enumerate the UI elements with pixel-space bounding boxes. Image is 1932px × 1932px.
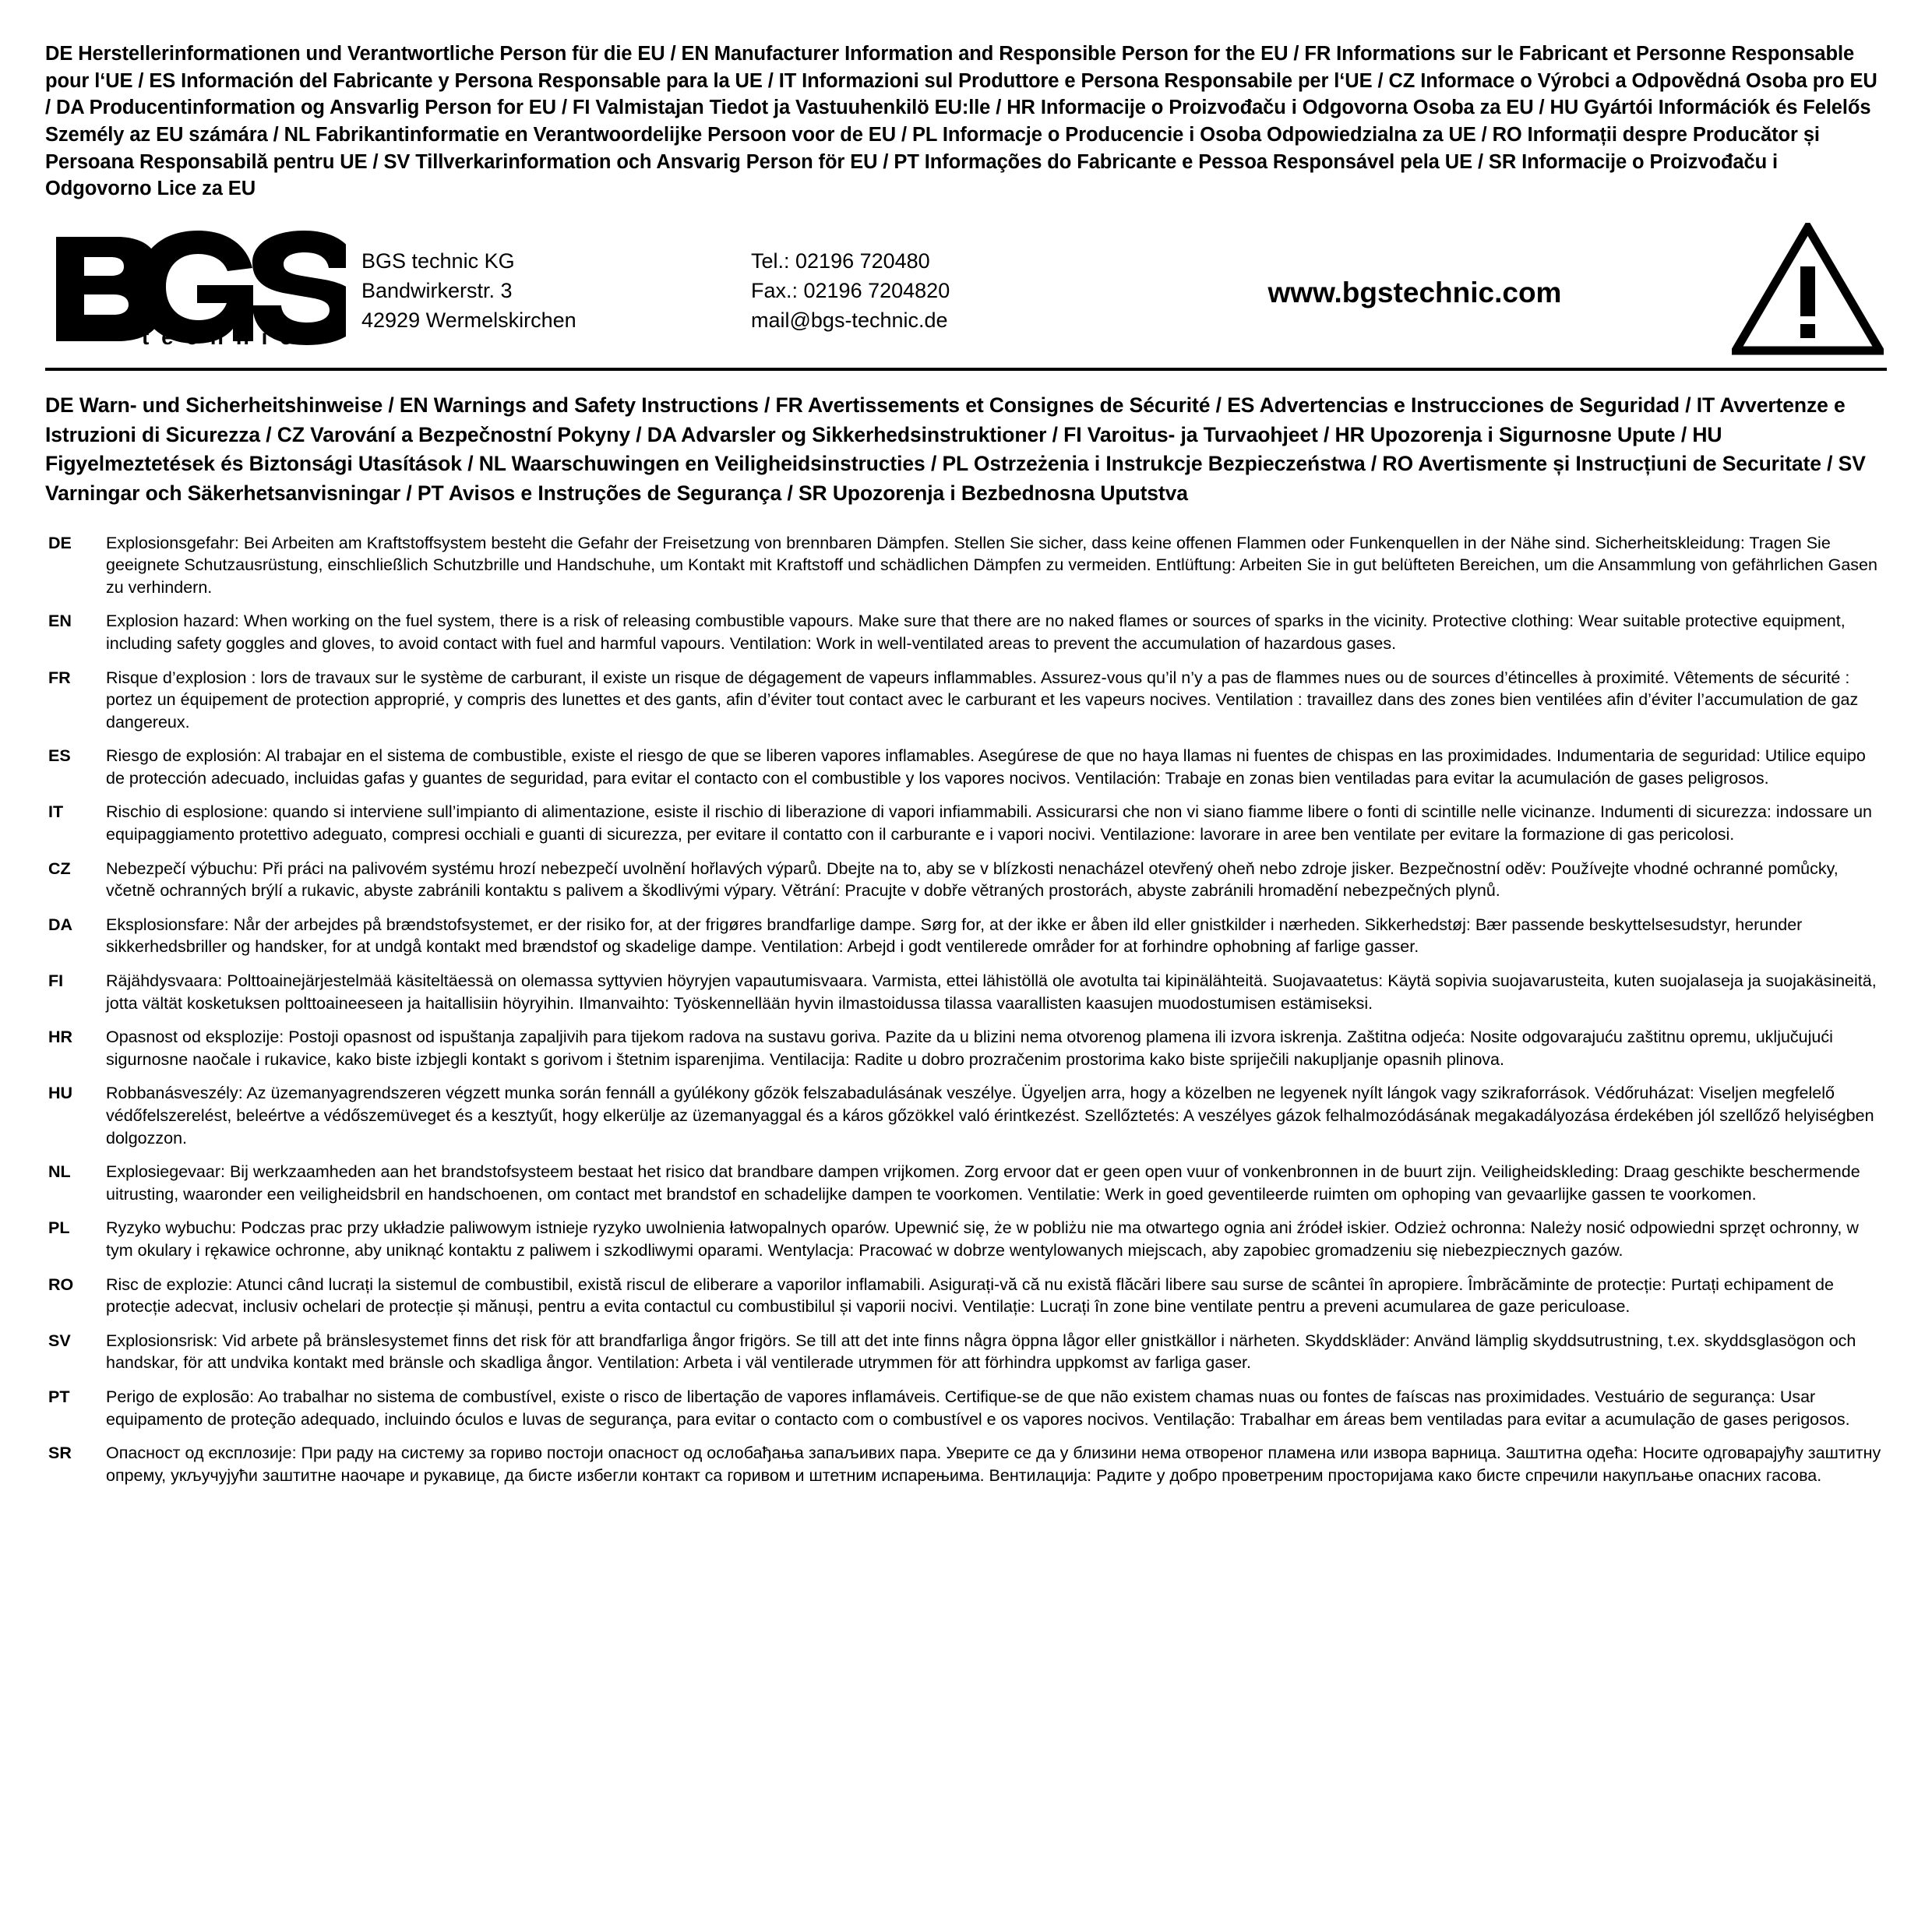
- instruction-text: Risque d’explosion : lors de travaux sur le système de carburant, il existe un risque de dégagement de vapeurs inflammables. Assurez-vous qu’il n’y a pas de flammes nues ou de sources d’étincelles à proximité. Vêtements de sécurité : portez un équipement de protection approprié, y compris des lunettes et des gants, afin d’éviter tout contact avec le carburant et les vapeurs nocives. Ventilation : travaillez dans des zones bien ventilées afin d’éviter l’accumulation de gaz dangereux.: [106, 668, 1859, 732]
- company-name: BGS technic KG: [361, 249, 515, 273]
- language-code: SR: [48, 1444, 72, 1463]
- list-item: [45, 858, 1887, 902]
- instructions-list: [45, 532, 1887, 1487]
- logo-subtext: t e c h n i c: [142, 325, 295, 348]
- language-code: FI: [48, 971, 64, 991]
- language-code: EN: [48, 612, 72, 631]
- instruction-text: Perigo de explosão: Ao trabalhar no sistema de combustível, existe o risco de libertação de vapores inflamáveis. Certifique-se de que não existem chamas nuas ou fontes de faíscas nas proximidades. Vestuário de segurança: Usar equipamento de proteção adequado, incluindo óculos e luvas de segurança, para evitar o contacto com o combustível e os vapores nocivos. Ventilação: Trabalhar em áreas bem ventiladas para evitar a acumulação de gases perigosos.: [106, 1387, 1850, 1429]
- instruction-text: Räjähdysvaara: Polttoainejärjestelmää käsiteltäessä on olemassa syttyvien höyryjen vapautumisvaara. Varmista, ettei lähistöllä ole avotulta tai kipinälähteitä. Suojavaatetus: Käytä sopivia suojavarusteita, kuten suojalaseja ja suojakäsineitä, jotta vältät kosketuksen polttoaineeseen ja haitallisiin höyryihin. Ilmanvaihto: Työskennellään hyvin ilmastoidussa tilassa vaarallisten kaasujen muodostumisen estämiseksi.: [106, 971, 1877, 1013]
- language-code: IT: [48, 802, 64, 822]
- instruction-text: Risc de explozie: Atunci când lucrați la sistemul de combustibil, există riscul de eliberare a vaporilor inflamabili. Asigurați-vă că nu există flăcări libere sau surse de scântei în apropiere. Îmbrăcăminte de protecție: Purtați echipament de protecție adecvat, inclusiv ochelari de protecție și mănuși, pentru a evita contactul cu combustibilul și vaporii nocivi. Ventilație: Lucrați în zone bine ventilate pentru a preveni acumularea de gaze periculoase.: [106, 1274, 1834, 1317]
- language-code: PL: [48, 1218, 70, 1238]
- list-item: [45, 1026, 1887, 1070]
- language-code: ES: [48, 746, 71, 766]
- language-code: PT: [48, 1387, 70, 1406]
- instruction-text: Robbanásveszély: Az üzemanyagrendszeren végzett munka során fennáll a gyúlékony gőzök felszabadulásának veszélye. Ügyeljen arra, hogy a közelben ne legyenek nyílt lángok vagy szikraforrások. Védőruházat: Viseljen megfelelő védőfelszerelést, beleértve a védőszemüveget és a kesztyűt, hogy elkerülje az üzemanyaggal és a káros gőzökkel való érintkezést. Szellőztetés: A veszélyes gázok felhalmozódásának megakadályozása érdekében jól szellőző helyiségben dolgozzon.: [106, 1084, 1874, 1148]
- bgs-logo: [45, 231, 361, 347]
- company-email[interactable]: mail@bgs-technic.de: [751, 308, 948, 333]
- list-item: [45, 914, 1887, 958]
- instruction-text: Explosionsrisk: Vid arbete på bränslesystemet finns det risk för att brandfarliga ångor frigörs. Se till att det inte finns några öppna lågor eller gnistkällor i närheten. Skyddskläder: Använd lämplig skyddsutrustning, t.ex. skyddsglasögon och handskar, för att undvika kontakt med bränsle och skadliga ångor. Ventilation: Arbeta i väl ventilerade utrymmen för att förhindra uppkomst av farliga gaser.: [106, 1331, 1856, 1373]
- list-item: [45, 532, 1887, 599]
- instruction-text: Explosiegevaar: Bij werkzaamheden aan het brandstofsysteem bestaat het risico dat brandbare dampen vrijkomen. Zorg ervoor dat er geen open vuur of vonkenbronnen in de buurt zijn. Veiligheidskleding: Draag geschikte beschermende uitrusting, waaronder een veiligheidsbril en handschoenen, om contact met brandstof en schadelijke dampen te voorkomen. Ventilatie: Werk in goed geventileerde ruimten om ophoping van gevaarlijke gassen te voorkomen.: [106, 1162, 1860, 1204]
- instruction-text: Ryzyko wybuchu: Podczas prac przy układzie paliwowym istnieje ryzyko uwolnienia łatwopalnych oparów. Upewnić się, że w pobliżu nie ma otwartego ognia ani źródeł iskier. Odzież ochronna: Należy nosić odpowiedni sprzęt ochronny, w tym okulary i rękawice ochronne, aby uniknąć kontaktu z paliwem i szkodliwymi oparami. Wentylacja: Pracować w dobrze wentylowanych miejscach, aby zapobiec gromadzeniu się niebezpiecznych gazów.: [106, 1218, 1859, 1260]
- company-contact: [751, 243, 1102, 336]
- bgs-logo-icon: [50, 231, 346, 347]
- company-fax: Fax.: 02196 7204820: [751, 278, 950, 302]
- list-item: [45, 1161, 1887, 1205]
- instruction-text: Riesgo de explosión: Al trabajar en el sistema de combustible, existe el riesgo de que se liberen vapores inflamables. Asegúrese de que no haya llamas ni fuentes de chispas en las proximidades. Indumentaria de seguridad: Utilice equipo de protección adecuado, incluidas gafas y guantes de seguridad, para evitar el contacto con el combustible y los vapores nocivos. Ventilación: Trabaje en zonas bien ventiladas para evitar la acumulación de gases peligrosos.: [106, 746, 1866, 788]
- company-street: Bandwirkerstr. 3: [361, 278, 513, 302]
- language-code: DE: [48, 533, 72, 552]
- instruction-text: Rischio di esplosione: quando si interviene sull’impianto di alimentazione, esiste il rischio di liberazione di vapori infiammabili. Assicurarsi che non vi siano fiamme libere o fonti di scintille nelle vicinanze. Indumenti di sicurezza: indossare un equipaggiamento protettivo adeguato, compresi occhiali e guanti di sicurezza, per evitare il contatto con il carburante e i vapori nocivi. Ventilazione: lavorare in aree ben ventilate per evitare la formazione di gas pericolosi.: [106, 802, 1872, 844]
- list-item: [45, 801, 1887, 845]
- instruction-text: Explosionsgefahr: Bei Arbeiten am Kraftstoffsystem besteht die Gefahr der Freisetzung von brennbaren Dämpfen. Stellen Sie sicher, dass keine offenen Flammen oder Funkenquellen in der Nähe sind. Sicherheitskleidung: Tragen Sie geeignete Schutzausrüstung, einschließlich Schutzbrille und Handschuhe, um Kontakt mit Kraftstoff und schädlichen Dämpfen zu vermeiden. Entlüftung: Arbeiten Sie in gut belüfteten Bereichen, um die Ansammlung von gefährlichen Gasen zu verhindern.: [106, 533, 1877, 597]
- language-code: SV: [48, 1331, 71, 1350]
- instruction-text: Opasnost od eksplozije: Postoji opasnost od ispuštanja zapaljivih para tijekom radova na sustavu goriva. Pazite da u blizini nema otvorenog plamena ili izvora iskrenja. Zaštitna odjeća: Nosite odgovarajuću zaštitnu opremu, uključujući sigurnosne naočale i rukavice, kako biste izbjegli kontakt s gorivom i štetnim isparenjima. Ventilacija: Radite u dobro prozračenim prostorima kako biste spriječili nakupljanje opasnih plinova.: [106, 1028, 1833, 1069]
- company-information-band: [45, 223, 1887, 371]
- company-telephone: Tel.: 02196 720480: [751, 249, 930, 273]
- language-code: RO: [48, 1274, 74, 1294]
- list-item: [45, 745, 1887, 789]
- list-item: [45, 970, 1887, 1014]
- list-item: [45, 1442, 1887, 1486]
- list-item: [45, 1274, 1887, 1318]
- instruction-text: Nebezpečí výbuchu: Při práci na palivovém systému hrozí nebezpečí uvolnění hořlavých výparů. Dbejte na to, aby se v blízkosti nenacházel otevřený oheň nebo zdroje jisker. Bezpečnostní oděv: Používejte vhodné ochranné pomůcky, včetně ochranných brýlí a rukavic, abyste zabránili kontaktu s palivem a škodlivými výpary. Větrání: Pracujte v dobře větraných prostorách, abyste zabránili hromadění nebezpečných plynů.: [106, 858, 1839, 901]
- instruction-text: Опасност од експлозије: При раду на систему за гориво постоји опасност од ослобађања запаљивих пара. Уверите се да у близини нема отвореног пламена или извора варница. Заштитна одећа: Носите одговарајућу заштитну опрему, укључујући заштитне наочаре и рукавице, да бисте избегли контакт са горивом и штетним испарењима. Вентилација: Радите у добро проветреним просторијама како бисте спречили накупљање опасних гасова.: [106, 1444, 1881, 1485]
- language-code: HU: [48, 1084, 73, 1103]
- list-item: [45, 1330, 1887, 1374]
- company-city: 42929 Wermelskirchen: [361, 308, 576, 333]
- language-code: HR: [48, 1028, 73, 1047]
- manufacturer-information-heading: DE Herstellerinformationen und Verantwortliche Person für die EU / EN Manufacturer Information and Responsible Person for the EU / FR Informations sur le Fabricant et Personne Responsable pour l‘UE / ES Información del Fabricante y Persona Responsable para la UE / IT Informazioni sul Produttore e Persona Responsabile per l‘UE / CZ Informace o Výrobci a Odpovědná Osoba pro EU / DA Producentinformation og Ansvarlig Person for EU / FI Valmistajan Tiedot ja Vastuuhenkilö EU:lle / HR Informacije o Proizvođaču i Odgovorna Osoba za EU / HU Gyártói Információk és Felelős Személy az EU számára / NL Fabrikantinformatie en Verantwoordelijke Persoon voor de EU / PL Informacje o Producencie i Osoba Odpowiedzialna za UE / RO Informații despre Producător și Persoana Responsabilă pentru UE / SV Tillverkarinformation och Ansvarig Person för EU / PT Informações do Fabricante e Pessoa Responsável pela UE / SR Informacije o Proizvođaču i Odgovorno Lice za EU: [45, 43, 1877, 200]
- company-website[interactable]: www.bgstechnic.com: [1267, 277, 1562, 309]
- language-code: NL: [48, 1162, 71, 1182]
- instruction-text: Explosion hazard: When working on the fuel system, there is a risk of releasing combustible vapours. Make sure that there are no naked flames or sources of sparks in the vicinity. Protective clothing: Wear suitable protective equipment, including safety goggles and gloves, to avoid contact with fuel and harmful vapours. Ventilation: Work in well-ventilated areas to prevent the accumulation of hazardous gases.: [106, 612, 1846, 653]
- list-item: [45, 667, 1887, 734]
- safety-instructions-heading: DE Warn- und Sicherheitshinweise / EN Warnings and Safety Instructions / FR Avertissements et Consignes de Sécurité / ES Advertencias e Instrucciones de Seguridad / IT Avvertenze e Istruzioni di Sicurezza / CZ Varování a Bezpečnostní Pokyny / DA Advarsler og Sikkerhedsinstruktioner / FI Varoitus- ja Turvaohjeet / HR Upozorenja i Sigurnosne Upute / HU Figyelmeztetések és Biztonsági Utasítások / NL Waarschuwingen en Veiligheidsinstructies / PL Ostrzeżenia i Instrukcje Bezpieczeństwa / RO Avertismente și Instrucțiuni de Securitate / SV Varningar och Säkerhetsanvisningar / PT Avisos e Instruções de Segurança / SR Upozorenja i Bezbednosna Uputstva: [45, 393, 1866, 505]
- list-item: [45, 1082, 1887, 1149]
- instruction-text: Eksplosionsfare: Når der arbejdes på brændstofsystemet, er der risiko for, at der frigøres brandfarlige dampe. Sørg for, at der ikke er åben ild eller gnistkilder i nærheden. Sikkerhedstøj: Bær passende beskyttelsesudstyr, herunder sikkerhedsbriller og handsker, for at undgå kontakt med brændstof og skadelige dampe. Ventilation: Arbejd i godt ventilerede områder for at forhindre ophobning af farlige gasser.: [106, 915, 1803, 957]
- language-code: FR: [48, 668, 71, 687]
- list-item: [45, 1217, 1887, 1261]
- list-item: [45, 1386, 1887, 1430]
- warning-triangle-icon: [1732, 223, 1884, 355]
- list-item: [45, 610, 1887, 654]
- language-code: CZ: [48, 858, 71, 878]
- registered-mark: ®: [309, 232, 327, 259]
- warning-triangle: [1728, 223, 1887, 355]
- language-code: DA: [48, 915, 73, 934]
- company-address: [361, 243, 751, 336]
